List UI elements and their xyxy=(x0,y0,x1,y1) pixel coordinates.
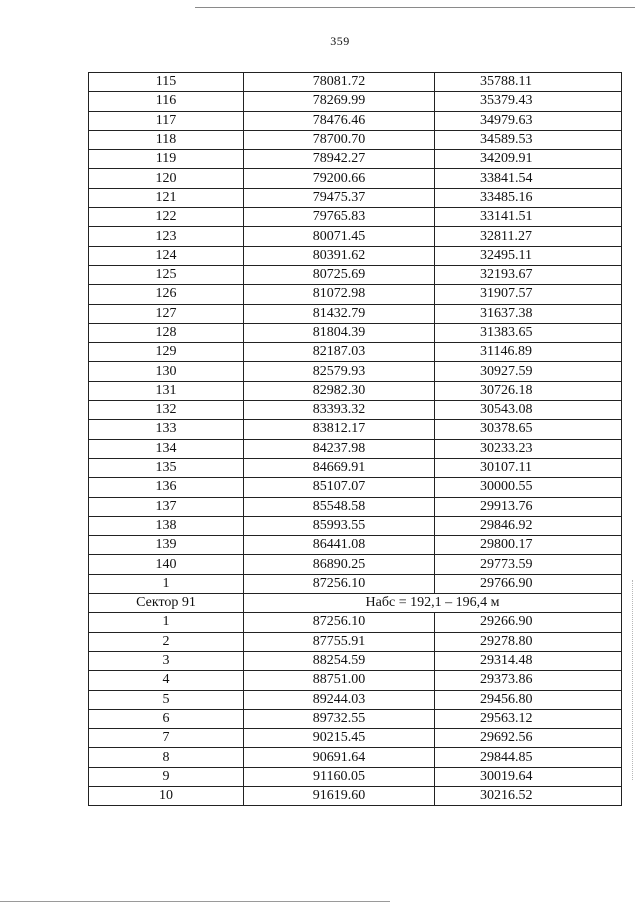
table-row xyxy=(89,536,622,555)
x-coordinate: 87256.10 xyxy=(244,574,435,593)
point-number: 139 xyxy=(89,536,244,555)
x-coordinate: 89732.55 xyxy=(244,709,435,728)
table-row xyxy=(89,439,622,458)
point-number: 129 xyxy=(89,343,244,362)
page-number: 359 xyxy=(330,34,350,48)
point-number: 6 xyxy=(89,709,244,728)
x-coordinate: 80725.69 xyxy=(244,265,435,284)
point-number: 127 xyxy=(89,304,244,323)
x-coordinate: 87755.91 xyxy=(244,632,435,651)
y-coordinate: 30019.64 xyxy=(435,767,622,786)
table-row xyxy=(89,516,622,535)
table-row xyxy=(89,478,622,497)
point-number: 1 xyxy=(89,574,244,593)
table-row xyxy=(89,246,622,265)
y-coordinate: 29846.92 xyxy=(435,516,622,535)
table-row xyxy=(89,786,622,805)
point-number: 138 xyxy=(89,516,244,535)
y-coordinate: 30378.65 xyxy=(435,420,622,439)
y-coordinate: 30216.52 xyxy=(435,786,622,805)
y-coordinate: 31146.89 xyxy=(435,343,622,362)
point-number: 119 xyxy=(89,150,244,169)
x-coordinate: 86441.08 xyxy=(244,536,435,555)
point-number: 10 xyxy=(89,786,244,805)
x-coordinate: 84237.98 xyxy=(244,439,435,458)
table-row xyxy=(89,420,622,439)
point-number: 118 xyxy=(89,130,244,149)
y-coordinate: 29692.56 xyxy=(435,729,622,748)
table-row xyxy=(89,497,622,516)
table-row xyxy=(89,574,622,593)
x-coordinate: 78942.27 xyxy=(244,150,435,169)
table-row xyxy=(89,285,622,304)
point-number: 8 xyxy=(89,748,244,767)
y-coordinate: 29913.76 xyxy=(435,497,622,516)
y-coordinate: 31383.65 xyxy=(435,323,622,342)
sector-height-range: Набс = 192,1 – 196,4 м xyxy=(244,594,622,613)
x-coordinate: 83393.32 xyxy=(244,401,435,420)
table-row xyxy=(89,130,622,149)
table-row xyxy=(89,111,622,130)
y-coordinate: 29278.80 xyxy=(435,632,622,651)
table-row xyxy=(89,304,622,323)
y-coordinate: 32495.11 xyxy=(435,246,622,265)
y-coordinate: 30233.23 xyxy=(435,439,622,458)
x-coordinate: 80391.62 xyxy=(244,246,435,265)
x-coordinate: 80071.45 xyxy=(244,227,435,246)
y-coordinate: 29563.12 xyxy=(435,709,622,728)
y-coordinate: 34209.91 xyxy=(435,150,622,169)
x-coordinate: 82579.93 xyxy=(244,362,435,381)
table-row xyxy=(89,671,622,690)
y-coordinate: 30543.08 xyxy=(435,401,622,420)
table-row xyxy=(89,323,622,342)
point-number: 3 xyxy=(89,651,244,670)
point-number: 123 xyxy=(89,227,244,246)
point-number: 136 xyxy=(89,478,244,497)
y-coordinate: 32193.67 xyxy=(435,265,622,284)
x-coordinate: 78476.46 xyxy=(244,111,435,130)
table-row xyxy=(89,73,622,92)
table-row xyxy=(89,729,622,748)
point-number: 5 xyxy=(89,690,244,709)
scan-edge-marks xyxy=(632,580,633,780)
x-coordinate: 79475.37 xyxy=(244,188,435,207)
y-coordinate: 30000.55 xyxy=(435,478,622,497)
x-coordinate: 91160.05 xyxy=(244,767,435,786)
x-coordinate: 79765.83 xyxy=(244,208,435,227)
point-number: 137 xyxy=(89,497,244,516)
x-coordinate: 82187.03 xyxy=(244,343,435,362)
sector-label: Сектор 91 xyxy=(89,594,244,613)
x-coordinate: 78269.99 xyxy=(244,92,435,111)
x-coordinate: 87256.10 xyxy=(244,613,435,632)
point-number: 7 xyxy=(89,729,244,748)
point-number: 134 xyxy=(89,439,244,458)
point-number: 126 xyxy=(89,285,244,304)
table-row xyxy=(89,208,622,227)
table-row xyxy=(89,767,622,786)
x-coordinate: 78081.72 xyxy=(244,73,435,92)
x-coordinate: 78700.70 xyxy=(244,130,435,149)
table-row xyxy=(89,651,622,670)
x-coordinate: 88254.59 xyxy=(244,651,435,670)
point-number: 120 xyxy=(89,169,244,188)
point-number: 1 xyxy=(89,613,244,632)
point-number: 117 xyxy=(89,111,244,130)
y-coordinate: 30927.59 xyxy=(435,362,622,381)
y-coordinate: 29844.85 xyxy=(435,748,622,767)
table-row xyxy=(89,458,622,477)
y-coordinate: 33485.16 xyxy=(435,188,622,207)
y-coordinate: 34979.63 xyxy=(435,111,622,130)
x-coordinate: 81804.39 xyxy=(244,323,435,342)
table-row xyxy=(89,188,622,207)
x-coordinate: 82982.30 xyxy=(244,381,435,400)
coordinates-table xyxy=(88,72,622,806)
table-row xyxy=(89,150,622,169)
x-coordinate: 85107.07 xyxy=(244,478,435,497)
point-number: 135 xyxy=(89,458,244,477)
y-coordinate: 32811.27 xyxy=(435,227,622,246)
scan-top-rule xyxy=(195,7,635,8)
point-number: 2 xyxy=(89,632,244,651)
point-number: 130 xyxy=(89,362,244,381)
table-row xyxy=(89,709,622,728)
table-row xyxy=(89,265,622,284)
y-coordinate: 35379.43 xyxy=(435,92,622,111)
table-row xyxy=(89,748,622,767)
point-number: 128 xyxy=(89,323,244,342)
x-coordinate: 81432.79 xyxy=(244,304,435,323)
scan-bottom-rule xyxy=(0,901,390,902)
point-number: 116 xyxy=(89,92,244,111)
point-number: 140 xyxy=(89,555,244,574)
table-row xyxy=(89,613,622,632)
table-row xyxy=(89,227,622,246)
point-number: 4 xyxy=(89,671,244,690)
point-number: 131 xyxy=(89,381,244,400)
x-coordinate: 90691.64 xyxy=(244,748,435,767)
y-coordinate: 29373.86 xyxy=(435,671,622,690)
x-coordinate: 85993.55 xyxy=(244,516,435,535)
table-body-top xyxy=(89,73,622,594)
y-coordinate: 33141.51 xyxy=(435,208,622,227)
table-row xyxy=(89,632,622,651)
y-coordinate: 35788.11 xyxy=(435,73,622,92)
point-number: 133 xyxy=(89,420,244,439)
table-row xyxy=(89,92,622,111)
x-coordinate: 91619.60 xyxy=(244,786,435,805)
table-row xyxy=(89,555,622,574)
y-coordinate: 29314.48 xyxy=(435,651,622,670)
table-row xyxy=(89,343,622,362)
table-body-bottom xyxy=(89,613,622,806)
y-coordinate: 29800.17 xyxy=(435,536,622,555)
y-coordinate: 30107.11 xyxy=(435,458,622,477)
point-number: 125 xyxy=(89,265,244,284)
sector-header xyxy=(89,594,622,613)
table-row xyxy=(89,381,622,400)
x-coordinate: 84669.91 xyxy=(244,458,435,477)
y-coordinate: 31907.57 xyxy=(435,285,622,304)
y-coordinate: 34589.53 xyxy=(435,130,622,149)
point-number: 9 xyxy=(89,767,244,786)
table-row xyxy=(89,690,622,709)
y-coordinate: 29773.59 xyxy=(435,555,622,574)
x-coordinate: 83812.17 xyxy=(244,420,435,439)
x-coordinate: 85548.58 xyxy=(244,497,435,516)
point-number: 124 xyxy=(89,246,244,265)
y-coordinate: 29766.90 xyxy=(435,574,622,593)
x-coordinate: 79200.66 xyxy=(244,169,435,188)
x-coordinate: 89244.03 xyxy=(244,690,435,709)
table-row xyxy=(89,169,622,188)
point-number: 122 xyxy=(89,208,244,227)
table-row xyxy=(89,401,622,420)
y-coordinate: 29456.80 xyxy=(435,690,622,709)
x-coordinate: 81072.98 xyxy=(244,285,435,304)
table-row xyxy=(89,362,622,381)
y-coordinate: 29266.90 xyxy=(435,613,622,632)
y-coordinate: 31637.38 xyxy=(435,304,622,323)
point-number: 121 xyxy=(89,188,244,207)
y-coordinate: 30726.18 xyxy=(435,381,622,400)
sector-row xyxy=(89,594,622,613)
point-number: 132 xyxy=(89,401,244,420)
x-coordinate: 90215.45 xyxy=(244,729,435,748)
x-coordinate: 88751.00 xyxy=(244,671,435,690)
y-coordinate: 33841.54 xyxy=(435,169,622,188)
point-number: 115 xyxy=(89,73,244,92)
x-coordinate: 86890.25 xyxy=(244,555,435,574)
